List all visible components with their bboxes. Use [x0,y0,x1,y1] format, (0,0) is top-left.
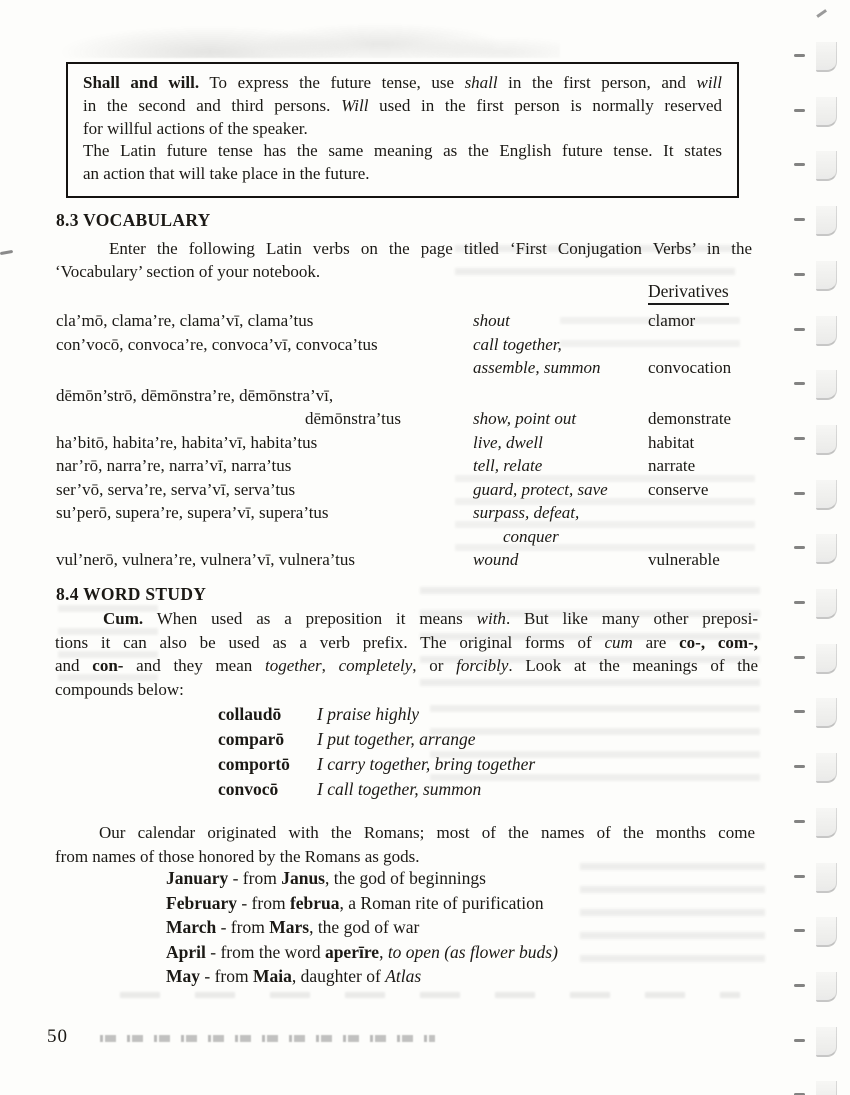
text-segment: together [264,656,322,675]
scan-artifact [120,992,740,998]
month-line [166,940,558,965]
text-segment: used in the first person is normally reserved [368,95,722,115]
text-segment: Our calendar originated with the Romans; most of the names of the months come [99,823,755,842]
month-line [166,915,558,940]
vocab-row [56,525,770,549]
text-segment: tions it can also be used as a verb prefix. The original forms of [55,632,605,652]
english-meaning: live, dwell [473,432,543,452]
word-study-paragraph [55,607,758,701]
text-segment: January [166,868,229,888]
vocab-row [56,478,770,502]
derivative: clamor [648,311,696,330]
text-segment: , the god of beginnings [325,868,486,888]
english-meaning: wound [473,550,519,569]
binder-shadow [816,917,837,947]
english-meaning: tell, relate [473,456,543,475]
binder-dash [794,273,805,276]
latin-principal-parts: dēmōn’strō, dēmōnstra’re, dēmōnstra’vī, [56,385,334,405]
vocab-row [56,548,770,572]
text-segment: in the first person, and [497,73,697,92]
compound-meaning: I carry together, bring together [317,754,536,774]
binder-dash [794,54,805,57]
compound-row [218,702,535,727]
text-line [83,72,722,95]
vocab-row [56,431,770,455]
scan-smudge [40,0,560,58]
text-segment: When used as a preposition it means [143,609,477,628]
english-meaning: conquer [503,526,559,546]
derivatives-header: Derivatives [648,281,729,305]
binder-shadow [816,316,837,346]
binder-mark [792,1025,840,1059]
compound-latin: collaudō [218,704,282,724]
text-segment: , [379,941,388,962]
text-segment: , or [412,656,457,675]
compound-meaning: I call together, summon [317,779,482,799]
derivative: demonstrate [648,409,732,428]
derivative: habitat [648,432,695,452]
text-segment: . Look at the meanings of the [508,656,758,675]
text-segment: May [166,966,201,986]
binder-shadow [816,863,837,893]
text-segment: , [321,656,339,675]
text-segment: ‘Vocabulary’ section of your notebook. [55,262,321,281]
compound-meaning: I put together, arrange [317,729,476,749]
binder-shadow [816,644,837,674]
binder-mark [792,95,840,129]
latin-principal-parts: ha’bitō, habita’re, habita’vī, habita’tus [56,432,318,452]
vocab-table-body [56,309,770,572]
derivative [648,333,770,357]
text-segment: Enter the following Latin verbs on the page titled ‘First Conjugation Verbs’ in the [109,239,752,258]
text-segment: - from [236,892,290,913]
latin-principal-parts: dēmōnstra’tus [304,409,401,428]
bleed-through-artifact [580,858,765,976]
text-line [55,654,758,678]
derivative [648,501,770,525]
binder-mark [792,368,840,402]
binder-mark [792,587,840,621]
binder-dash [794,1039,805,1042]
month-line [166,866,558,891]
text-segment: March [166,917,217,937]
text-segment: Shall and will. [83,73,200,92]
month-line [166,964,558,989]
derivative: convocation [648,358,732,377]
text-segment: April [166,941,206,962]
latin-principal-parts: con’vocō, convoca’re, convoca’vī, convoca’tus [56,334,378,354]
text-line [55,631,758,655]
latin-principal-parts: cla’mō, clama’re, clama’vī, clama’tus [56,311,314,330]
binder-mark [792,806,840,840]
text-line [55,237,752,260]
latin-principal-parts [56,525,473,549]
vocab-table-header [56,281,770,305]
grammar-note-box [66,62,739,198]
binder-shadow [816,151,837,181]
compound-meaning: I praise highly [317,704,420,724]
text-segment: Janus [281,868,325,888]
text-segment: co-, com-, [679,632,758,652]
section-heading-vocabulary: 8.3 VOCABULARY [56,210,211,230]
text-segment: completely [338,656,413,675]
binder-mark [792,204,840,238]
text-segment: February [166,892,237,913]
latin-principal-parts: nar’rō, narra’re, narra’vī, narra’tus [56,456,292,475]
text-segment: - from the word [205,941,325,962]
text-segment: - from [228,868,282,888]
text-segment: will [696,73,722,92]
binder-dash [794,601,805,604]
binder-dash [794,492,805,495]
binder-shadow [816,753,837,783]
vocab-row [56,407,770,431]
binder-mark [792,478,840,512]
text-segment: , the god of war [309,917,420,937]
binder-dash [794,328,805,331]
derivative: vulnerable [648,550,720,569]
binder-mark [792,696,840,730]
binder-mark [792,970,840,1004]
text-segment: februa [289,892,340,913]
footer-faded-text-artifact [100,1035,435,1042]
compound-row [218,777,535,802]
derivative: conserve [648,479,709,499]
text-segment: in the second and third persons. [83,95,342,115]
binder-dash [794,218,805,221]
text-line [83,95,722,118]
text-segment: for willful actions of the speaker. [83,118,308,138]
binder-shadow [816,808,837,838]
compound-latin: convocō [218,779,279,799]
text-segment: Cum. [103,609,144,628]
text-line [83,118,722,141]
text-line [55,260,752,283]
binder-dash [794,382,805,385]
latin-principal-parts: ser’vō, serva’re, serva’vī, serva’tus [56,479,296,499]
binder-shadow [816,206,837,236]
text-segment: Maia [253,966,292,986]
page-number: 50 [47,1026,68,1047]
binder-mark [792,423,840,457]
latin-principal-parts: vul’nerō, vulnera’re, vulnera’vī, vulnera’tus [56,550,355,569]
english-meaning: guard, protect, save [473,479,608,499]
binder-shadow [816,97,837,127]
binder-mark [792,861,840,895]
scan-artifact [816,9,826,17]
binder-dash [794,546,805,549]
latin-principal-parts: su’perō, supera’re, supera’vī, supera’tus [56,503,329,522]
english-meaning: show, point out [473,409,577,428]
vocab-row [56,384,770,408]
text-segment: , daughter of [291,966,386,986]
compound-latin: comportō [218,754,290,774]
vocabulary-intro [55,237,752,283]
binder-mark [792,915,840,949]
binder-dash [794,109,805,112]
binder-dash [794,984,805,987]
binder-dash [794,875,805,878]
binder-shadow [816,42,837,72]
binder-dash [794,820,805,823]
compound-list [218,702,535,802]
text-segment: shall [464,73,498,92]
text-segment: with [476,609,506,628]
binder-shadow [816,698,837,728]
binder-shadow [816,425,837,455]
latin-principal-parts [56,356,473,380]
binder-mark [792,751,840,785]
vocab-row [56,454,770,478]
calendar-paragraph [55,821,755,869]
text-segment: con- [92,656,124,675]
text-segment: Mars [269,917,310,937]
text-segment: forcibly [456,656,509,675]
binder-dash [794,929,805,932]
text-segment: and [55,656,93,675]
binder-shadow [816,972,837,1002]
vocab-table [56,281,770,572]
binder-mark [792,642,840,676]
text-segment: - from [200,966,254,986]
binder-shadow [816,261,837,291]
text-segment: an action that will take place in the future. [83,164,370,184]
text-line [55,678,758,702]
binder-dash [794,710,805,713]
text-segment: - from [216,917,270,937]
english-meaning: call together, [473,334,562,354]
binder-shadow [816,534,837,564]
english-meaning: assemble, summon [473,358,601,377]
english-meaning: shout [473,311,510,330]
text-segment: and they mean [123,656,265,675]
vocab-row [56,309,770,333]
derivative [648,525,770,549]
binder-shadow [816,1081,837,1095]
text-segment: The Latin future tense has the same meaning as the English future tense. It states [83,141,722,161]
compound-row [218,727,535,752]
binder-shadow [816,589,837,619]
binder-mark [792,40,840,74]
section-heading-word-study: 8.4 WORD STUDY [56,584,207,604]
month-list [166,866,558,989]
binder-dash [794,163,805,166]
text-segment: Will [341,95,369,115]
text-line [55,607,758,631]
binder-dash [794,437,805,440]
month-line [166,891,558,916]
compound-row [218,752,535,777]
text-segment: To express the future tense, use [199,73,465,92]
text-segment: to open (as flower buds) [387,941,558,962]
text-segment: cum [604,632,633,652]
binder-shadow [816,1027,837,1057]
vocab-row [56,333,770,357]
compound-latin: comparō [218,729,285,749]
text-segment: from names of those honored by the Romans as gods. [55,847,420,866]
vocab-row [56,501,770,525]
derivative [648,384,770,408]
text-line [83,163,722,186]
binder-dash [794,765,805,768]
grammar-note-text [83,72,722,186]
binder-shadow [816,480,837,510]
scan-artifact [0,250,13,255]
binder-mark [792,259,840,293]
text-line [55,821,755,845]
binder-mark [792,149,840,183]
binder-mark [792,314,840,348]
english-meaning: surpass, defeat, [473,503,580,522]
text-segment: , a Roman rite of purification [339,892,544,913]
text-line [83,140,722,163]
binder-mark [792,532,840,566]
text-segment: compounds below: [55,679,184,699]
binder-shadow [816,370,837,400]
binder-dash [794,656,805,659]
text-segment: aperīre [324,941,380,962]
text-segment: are [632,632,680,652]
english-meaning [473,384,648,408]
text-segment: . But like many other preposi- [505,609,758,628]
vocab-row [56,356,770,380]
binder-mark [792,1079,840,1095]
derivative: narrate [648,456,696,475]
text-segment: Atlas [385,966,422,986]
